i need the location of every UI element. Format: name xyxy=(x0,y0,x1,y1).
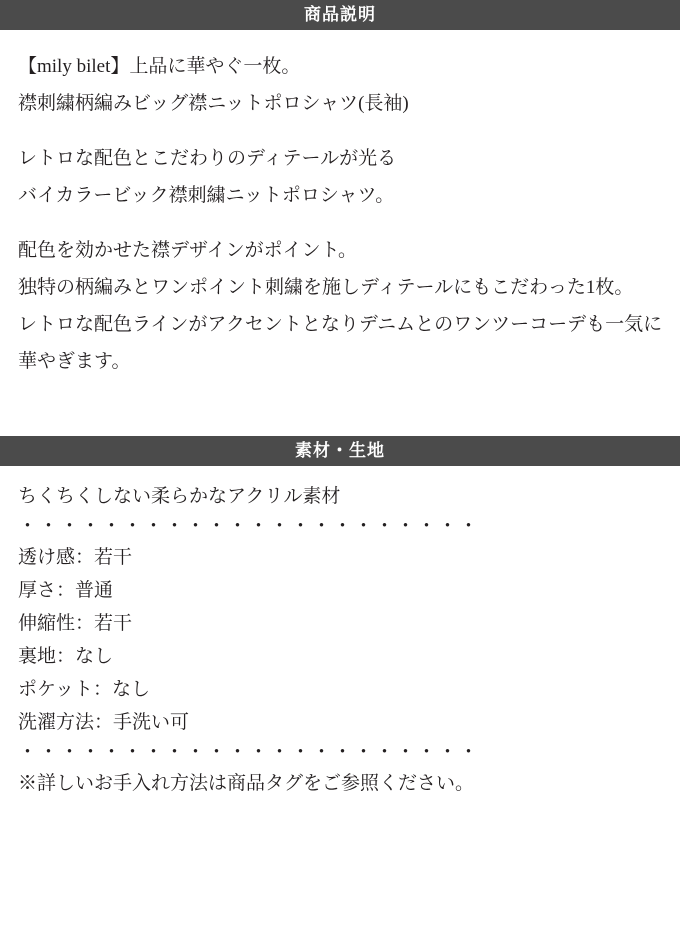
material-line: ポケット：なし xyxy=(18,679,151,700)
section-spacer xyxy=(0,380,680,436)
description-line: レトロな配色とこだわりのディテールが光る xyxy=(18,148,397,169)
description-line: 配色を効かせた襟デザインがポイント。 xyxy=(18,240,357,261)
section-header-material-fabric: 素材・生地 xyxy=(0,436,680,466)
section-product-description xyxy=(0,0,680,380)
material-line: ちくちくしない柔らかなアクリル素材 xyxy=(18,486,341,507)
description-line: 【mily bilet】上品に華やぐ一枚。 xyxy=(18,56,301,77)
section-header-product-description: 商品説明 xyxy=(0,0,680,30)
product-description-body xyxy=(0,30,680,380)
material-line: 透け感：若干 xyxy=(18,547,133,568)
description-line: 独特の柄編みとワンポイント刺繍を施しディテールにもこだわった1枚。 xyxy=(18,277,634,298)
material-divider-dots: ・・・・・・・・・・・・・・・・・・・・・・ xyxy=(18,516,481,537)
material-divider-dots: ・・・・・・・・・・・・・・・・・・・・・・ xyxy=(18,742,481,763)
description-line: 華やぎます。 xyxy=(18,351,131,372)
section-material-fabric xyxy=(0,436,680,800)
description-line-blank xyxy=(18,214,662,232)
material-line: 厚さ：普通 xyxy=(18,580,114,601)
description-line-blank xyxy=(18,122,662,140)
material-note: ※詳しいお手入れ方法は商品タグをご参照ください。 xyxy=(18,773,475,794)
material-line: 洗濯方法：手洗い可 xyxy=(18,712,190,733)
description-line: バイカラービック襟刺繍ニットポロシャツ。 xyxy=(18,185,395,206)
description-line: 襟刺繍柄編みビッグ襟ニットポロシャツ(長袖) xyxy=(18,93,409,114)
description-line: レトロな配色ラインがアクセントとなりデニムとのワンツーコーデも一気に xyxy=(18,314,663,335)
material-fabric-body xyxy=(0,466,680,800)
material-line: 裏地：なし xyxy=(18,646,114,667)
material-line: 伸縮性：若干 xyxy=(18,613,133,634)
